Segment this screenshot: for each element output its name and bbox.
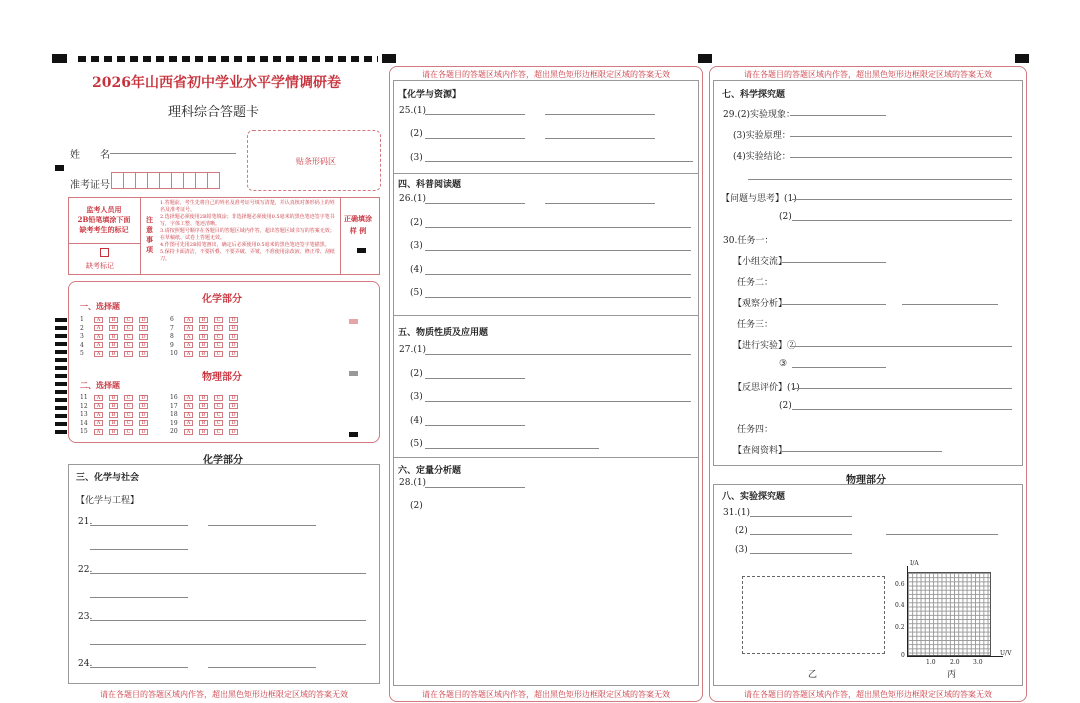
option-bubble-a[interactable]: A bbox=[184, 334, 193, 340]
q31-1: 31.(1) bbox=[723, 508, 751, 518]
option-bubble-b[interactable]: B bbox=[109, 325, 118, 331]
question-number: 4 bbox=[80, 341, 84, 349]
q27-2: (2) bbox=[410, 369, 423, 379]
notes-title: 注 意 事 项 bbox=[146, 215, 153, 254]
q28-1-line[interactable] bbox=[425, 487, 525, 488]
q24-line[interactable] bbox=[208, 667, 316, 668]
option-bubble-d[interactable]: D bbox=[139, 325, 148, 331]
y-tick: 0.6 bbox=[895, 581, 905, 588]
col3-s8: 八、实验探究题 bbox=[722, 492, 786, 502]
col2-s3: 五、物质性质及应用题 bbox=[398, 328, 489, 338]
option-bubble-a[interactable]: A bbox=[184, 317, 193, 323]
q29-4: (4)实验结论： bbox=[733, 152, 791, 162]
timing-mark bbox=[52, 54, 67, 63]
option-bubble-b[interactable]: B bbox=[109, 334, 118, 340]
question-number: 14 bbox=[80, 419, 88, 427]
option-bubble-d[interactable]: D bbox=[139, 429, 148, 435]
chem-choice-section: 一、选择题 bbox=[80, 301, 120, 311]
option-bubble-a[interactable]: A bbox=[94, 317, 103, 323]
q27-4: (4) bbox=[410, 416, 423, 426]
name-label: 姓 名 bbox=[70, 150, 110, 161]
option-bubble-a[interactable]: A bbox=[184, 420, 193, 426]
choice-row[interactable] bbox=[170, 394, 244, 401]
id-label: 准考证号 bbox=[70, 180, 110, 191]
absent-checkbox[interactable] bbox=[100, 248, 109, 257]
option-bubble-c[interactable]: C bbox=[124, 429, 133, 435]
x-tick: 2.0 bbox=[950, 659, 960, 666]
think: 【问题与思考】(1) bbox=[721, 194, 797, 204]
q22: 22. bbox=[78, 565, 93, 575]
option-bubble-b[interactable]: B bbox=[199, 317, 208, 323]
q28-2: (2) bbox=[410, 501, 423, 511]
question-number: 17 bbox=[170, 402, 178, 410]
timing-mark bbox=[382, 54, 396, 63]
col3-top-notice: 请在各题目的答题区域内作答，超出黑色矩形边框限定区域的答案无效 bbox=[744, 70, 992, 79]
q29-3-line[interactable] bbox=[790, 136, 1012, 137]
fig-c-label: 丙 bbox=[947, 670, 957, 680]
col2-answer-box bbox=[393, 80, 699, 686]
option-bubble-b[interactable]: B bbox=[199, 351, 208, 357]
q27-3-line[interactable] bbox=[425, 401, 691, 402]
choice-row[interactable] bbox=[170, 316, 244, 323]
q29-4-line[interactable] bbox=[748, 179, 1012, 180]
option-bubble-a[interactable]: A bbox=[94, 334, 103, 340]
option-bubble-c[interactable]: C bbox=[124, 420, 133, 426]
choice-row[interactable] bbox=[170, 428, 244, 435]
timing-mark-gray bbox=[349, 371, 358, 376]
t1-line[interactable] bbox=[782, 262, 886, 263]
q26-4: (4) bbox=[410, 265, 423, 275]
option-bubble-d[interactable]: D bbox=[229, 317, 238, 323]
option-bubble-d[interactable]: D bbox=[229, 342, 238, 348]
t3c-line[interactable] bbox=[792, 388, 1012, 389]
question-number: 7 bbox=[170, 324, 174, 332]
timing-dash-row bbox=[78, 56, 378, 62]
option-bubble-b[interactable]: B bbox=[199, 342, 208, 348]
task4: 任务四： bbox=[737, 425, 774, 435]
option-bubble-b[interactable]: B bbox=[109, 395, 118, 401]
choice-row[interactable] bbox=[80, 350, 154, 357]
option-bubble-b[interactable]: B bbox=[109, 351, 118, 357]
t4-line[interactable] bbox=[782, 451, 942, 452]
t3a: 【进行实验】② bbox=[733, 341, 797, 351]
timing-mark bbox=[698, 54, 712, 63]
q22-line[interactable] bbox=[90, 597, 188, 598]
option-bubble-b[interactable]: B bbox=[199, 412, 208, 418]
option-bubble-c[interactable]: C bbox=[214, 395, 223, 401]
q27-1-line[interactable] bbox=[425, 354, 691, 355]
q27-3: (3) bbox=[410, 392, 423, 402]
option-bubble-d[interactable]: D bbox=[229, 420, 238, 426]
question-number: 5 bbox=[80, 350, 84, 358]
choice-row[interactable] bbox=[80, 325, 154, 332]
q31-2: (2) bbox=[735, 526, 748, 536]
option-bubble-c[interactable]: C bbox=[214, 429, 223, 435]
y-tick: 0.4 bbox=[895, 602, 905, 609]
option-bubble-b[interactable]: B bbox=[109, 317, 118, 323]
question-number: 8 bbox=[170, 333, 174, 341]
q27-5: (5) bbox=[410, 439, 423, 449]
option-bubble-c[interactable]: C bbox=[214, 403, 223, 409]
q21: 21. bbox=[78, 517, 93, 527]
card-subtitle: 理科综合答题卡 bbox=[168, 105, 260, 120]
option-bubble-b[interactable]: B bbox=[109, 429, 118, 435]
col2-s2: 四、科普阅读题 bbox=[398, 180, 462, 190]
choice-row[interactable] bbox=[170, 403, 244, 410]
option-bubble-d[interactable]: D bbox=[139, 395, 148, 401]
y-axis-line bbox=[907, 566, 908, 656]
question-number: 11 bbox=[80, 394, 88, 401]
y-tick: 0.2 bbox=[895, 624, 905, 631]
q26-2: (2) bbox=[410, 218, 423, 228]
q24: 24. bbox=[78, 659, 93, 669]
col1-part-title: 化学部分 bbox=[203, 455, 243, 466]
side-timing-ticks bbox=[55, 318, 67, 438]
q25-3-line[interactable] bbox=[425, 161, 693, 162]
option-bubble-b[interactable]: B bbox=[109, 342, 118, 348]
q30: 30.任务一： bbox=[723, 236, 774, 246]
option-bubble-c[interactable]: C bbox=[124, 317, 133, 323]
col2-divider bbox=[393, 315, 699, 316]
option-bubble-c[interactable]: C bbox=[214, 325, 223, 331]
col1-sub: 【化学与工程】 bbox=[76, 496, 140, 506]
q31-2-line[interactable] bbox=[750, 534, 852, 535]
option-bubble-d[interactable]: D bbox=[229, 325, 238, 331]
t3d: (2) bbox=[779, 401, 792, 411]
question-number: 13 bbox=[80, 411, 88, 419]
option-bubble-d[interactable]: D bbox=[139, 317, 148, 323]
q25-1: 25.(1) bbox=[399, 106, 427, 116]
y-axis-label: I/A bbox=[910, 560, 919, 567]
q26-1-line[interactable] bbox=[545, 203, 655, 204]
option-bubble-d[interactable]: D bbox=[139, 342, 148, 348]
question-number: 15 bbox=[80, 428, 88, 436]
q21-line[interactable] bbox=[90, 549, 188, 550]
option-bubble-b[interactable]: B bbox=[199, 325, 208, 331]
barcode-label: 贴条形码区 bbox=[296, 157, 336, 166]
phys-choice-section: 二、选择题 bbox=[80, 380, 120, 390]
choice-row[interactable] bbox=[170, 325, 244, 332]
t4: 【查阅资料】 bbox=[733, 446, 788, 456]
choice-row[interactable] bbox=[80, 420, 154, 427]
id-boxes[interactable] bbox=[111, 172, 219, 193]
option-bubble-d[interactable]: D bbox=[229, 403, 238, 409]
col1-bottom-notice: 请在各题目的答题区域内作答，超出黑色矩形边框限定区域的答案无效 bbox=[100, 690, 348, 699]
col1-section: 三、化学与社会 bbox=[76, 473, 140, 483]
q21-line[interactable] bbox=[208, 525, 316, 526]
option-bubble-c[interactable]: C bbox=[124, 342, 133, 348]
task2: 任务二： bbox=[737, 278, 774, 288]
question-number: 6 bbox=[170, 316, 174, 323]
think-line[interactable] bbox=[792, 199, 1012, 200]
t3d-line[interactable] bbox=[792, 409, 1012, 410]
q24-line[interactable] bbox=[90, 667, 188, 668]
q27-1: 27.(1) bbox=[399, 345, 427, 355]
x-axis-line bbox=[907, 656, 1003, 657]
choice-row[interactable] bbox=[80, 394, 154, 401]
question-number: 10 bbox=[170, 350, 178, 358]
choice-row[interactable] bbox=[170, 420, 244, 427]
option-bubble-c[interactable]: C bbox=[214, 351, 223, 357]
option-bubble-a[interactable]: A bbox=[184, 412, 193, 418]
option-bubble-a[interactable]: A bbox=[184, 342, 193, 348]
col2-divider bbox=[393, 173, 699, 174]
col2-bottom-notice: 请在各题目的答题区域内作答，超出黑色矩形边框限定区域的答案无效 bbox=[422, 690, 670, 699]
choice-row[interactable] bbox=[170, 333, 244, 340]
choice-row[interactable] bbox=[80, 403, 154, 410]
option-bubble-a[interactable]: A bbox=[184, 351, 193, 357]
origin: 0 bbox=[901, 652, 905, 659]
q26-1: 26.(1) bbox=[399, 194, 427, 204]
q31-3: (3) bbox=[735, 545, 748, 555]
option-bubble-a[interactable]: A bbox=[94, 420, 103, 426]
q27-5-line[interactable] bbox=[425, 448, 599, 449]
q31-1-line[interactable] bbox=[750, 516, 852, 517]
x-tick: 3.0 bbox=[973, 659, 983, 666]
option-bubble-c[interactable]: C bbox=[214, 412, 223, 418]
timing-mark-gray bbox=[349, 319, 358, 324]
option-bubble-a[interactable]: A bbox=[94, 403, 103, 409]
absent-label: 缺考标记 bbox=[86, 262, 114, 270]
option-bubble-d[interactable]: D bbox=[229, 412, 238, 418]
q26-3-line[interactable] bbox=[425, 250, 691, 251]
choice-row[interactable] bbox=[80, 316, 154, 323]
option-bubble-c[interactable]: C bbox=[124, 395, 133, 401]
option-bubble-d[interactable]: D bbox=[139, 420, 148, 426]
q26-5: (5) bbox=[410, 288, 423, 298]
q23-line[interactable] bbox=[90, 644, 366, 645]
option-bubble-c[interactable]: C bbox=[214, 342, 223, 348]
option-bubble-d[interactable]: D bbox=[139, 403, 148, 409]
option-bubble-d[interactable]: D bbox=[139, 351, 148, 357]
q31-2-line[interactable] bbox=[886, 534, 998, 535]
option-bubble-b[interactable]: B bbox=[199, 395, 208, 401]
option-bubble-b[interactable]: B bbox=[199, 420, 208, 426]
option-bubble-d[interactable]: D bbox=[139, 334, 148, 340]
question-number: 19 bbox=[170, 419, 178, 427]
option-bubble-b[interactable]: B bbox=[199, 403, 208, 409]
x-tick: 1.0 bbox=[926, 659, 936, 666]
q26-2-line[interactable] bbox=[425, 227, 691, 228]
t2: 【观察分析】 bbox=[733, 299, 788, 309]
q29-2: 29.(2)实验现象： bbox=[723, 110, 796, 120]
t1: 【小组交流】 bbox=[733, 257, 788, 267]
col3-phys-title: 物理部分 bbox=[846, 475, 886, 486]
exam-title: 2026年山西省初中学业水平学情调研卷 bbox=[92, 75, 341, 91]
q25-1-line[interactable] bbox=[425, 114, 525, 115]
option-bubble-b[interactable]: B bbox=[109, 403, 118, 409]
t3b-line[interactable] bbox=[792, 367, 886, 368]
option-bubble-d[interactable]: D bbox=[139, 412, 148, 418]
q28-1: 28.(1) bbox=[399, 478, 427, 488]
option-bubble-d[interactable]: D bbox=[229, 351, 238, 357]
q22-line[interactable] bbox=[90, 573, 366, 574]
option-bubble-a[interactable]: A bbox=[94, 325, 103, 331]
circuit-drawing-area[interactable] bbox=[742, 576, 885, 654]
option-bubble-d[interactable]: D bbox=[229, 395, 238, 401]
notes-text: 1.答题前，考生先将自己的姓名及准考证号填写清楚，并认真核对条形码上的姓名及准考证号。 2.选择题必须使用2B铅笔填涂；非选择题必须使用0.5毫米的黑色笔迹签字笔书写，字体工整、笔迹清晰。 3.请按照题号顺序在各题目的答题区域内作答，超出答题区域书写的答案无效；在草稿纸、试卷上答题无效。 4.作图可先用2B铅笔画出，确定后必须使用0.5毫米的黑色笔迹签字笔描黑。 5.保持卡面清洁，不要折叠、不要弄破、弄皱，不准使用涂改液、修正带、刮纸刀。 bbox=[160, 200, 335, 262]
option-bubble-b[interactable]: B bbox=[199, 429, 208, 435]
option-bubble-c[interactable]: C bbox=[124, 403, 133, 409]
t2-line[interactable] bbox=[902, 304, 998, 305]
option-bubble-c[interactable]: C bbox=[214, 420, 223, 426]
q27-4-line[interactable] bbox=[425, 425, 525, 426]
option-bubble-d[interactable]: D bbox=[229, 429, 238, 435]
option-bubble-d[interactable]: D bbox=[229, 334, 238, 340]
q29-4-line[interactable] bbox=[790, 157, 1012, 158]
choice-row[interactable] bbox=[80, 333, 154, 340]
question-number: 3 bbox=[80, 333, 84, 341]
q26-1-line[interactable] bbox=[425, 203, 525, 204]
t3b: ③ bbox=[779, 359, 788, 369]
q23: 23. bbox=[78, 612, 93, 622]
option-bubble-a[interactable]: A bbox=[184, 403, 193, 409]
col2-s1: 【化学与资源】 bbox=[398, 90, 462, 100]
proctor-note: 监考人员用 2B铅笔填涂下面 缺考考生的标记 bbox=[77, 205, 131, 234]
x-axis-label: U/V bbox=[1000, 650, 1012, 657]
q26-3: (3) bbox=[410, 241, 423, 251]
question-number: 9 bbox=[170, 341, 174, 349]
sample-fill-mark bbox=[357, 248, 366, 253]
question-number: 1 bbox=[80, 316, 84, 323]
choice-row[interactable] bbox=[80, 411, 154, 418]
q27-2-line[interactable] bbox=[425, 378, 525, 379]
option-bubble-c[interactable]: C bbox=[124, 334, 133, 340]
instructions-divider bbox=[68, 243, 140, 244]
t3c: 【反思评价】(1) bbox=[733, 383, 800, 393]
choice-row[interactable] bbox=[170, 411, 244, 418]
option-bubble-c[interactable]: C bbox=[124, 351, 133, 357]
iu-graph-grid[interactable] bbox=[907, 572, 991, 656]
option-bubble-a[interactable]: A bbox=[94, 342, 103, 348]
q25-1-line[interactable] bbox=[545, 114, 655, 115]
sample-label: 正确填涂 样 例 bbox=[344, 214, 372, 235]
option-bubble-a[interactable]: A bbox=[94, 395, 103, 401]
timing-mark bbox=[55, 165, 64, 171]
q21-line[interactable] bbox=[90, 525, 188, 526]
option-bubble-b[interactable]: B bbox=[199, 334, 208, 340]
option-bubble-a[interactable]: A bbox=[94, 351, 103, 357]
choice-row[interactable] bbox=[170, 342, 244, 349]
question-number: 2 bbox=[80, 324, 84, 332]
option-bubble-c[interactable]: C bbox=[124, 325, 133, 331]
chem-choice-title: 化学部分 bbox=[202, 294, 242, 305]
t2-line[interactable] bbox=[782, 304, 886, 305]
task3: 任务三： bbox=[737, 320, 774, 330]
q25-3: (3) bbox=[410, 153, 423, 163]
option-bubble-c[interactable]: C bbox=[214, 334, 223, 340]
col3-bottom-notice: 请在各题目的答题区域内作答，超出黑色矩形边框限定区域的答案无效 bbox=[744, 690, 992, 699]
option-bubble-c[interactable]: C bbox=[124, 412, 133, 418]
q29-2-line[interactable] bbox=[790, 115, 886, 116]
choice-row[interactable] bbox=[80, 342, 154, 349]
think2-line[interactable] bbox=[792, 220, 1012, 221]
q26-4-line[interactable] bbox=[425, 274, 691, 275]
question-number: 12 bbox=[80, 402, 88, 410]
option-bubble-b[interactable]: B bbox=[109, 412, 118, 418]
question-number: 18 bbox=[170, 411, 178, 419]
q25-2: (2) bbox=[410, 129, 423, 139]
col2-top-notice: 请在各题目的答题区域内作答，超出黑色矩形边框限定区域的答案无效 bbox=[422, 70, 670, 79]
option-bubble-a[interactable]: A bbox=[184, 395, 193, 401]
col3-s1: 七、科学探究题 bbox=[722, 90, 786, 100]
col2-divider bbox=[393, 457, 699, 458]
option-bubble-a[interactable]: A bbox=[94, 412, 103, 418]
choice-row[interactable] bbox=[170, 350, 244, 357]
name-field[interactable] bbox=[110, 153, 236, 154]
timing-mark bbox=[1015, 54, 1029, 63]
option-bubble-a[interactable]: A bbox=[184, 429, 193, 435]
q31-3-line[interactable] bbox=[750, 553, 852, 554]
q26-5-line[interactable] bbox=[425, 297, 691, 298]
option-bubble-b[interactable]: B bbox=[109, 420, 118, 426]
q29-3: (3)实验原理： bbox=[733, 131, 791, 141]
question-number: 16 bbox=[170, 394, 178, 401]
phys-choice-title: 物理部分 bbox=[202, 372, 242, 383]
q23-line[interactable] bbox=[90, 620, 366, 621]
question-number: 20 bbox=[170, 428, 178, 436]
option-bubble-a[interactable]: A bbox=[94, 429, 103, 435]
instructions-divider bbox=[140, 197, 141, 275]
t3a-line[interactable] bbox=[792, 346, 1012, 347]
q25-2-line[interactable] bbox=[425, 138, 525, 139]
col2-s4: 六、定量分析题 bbox=[398, 466, 462, 476]
fig-b-label: 乙 bbox=[808, 670, 818, 680]
q25-2-line[interactable] bbox=[545, 138, 655, 139]
think-2: (2) bbox=[779, 212, 792, 222]
choice-row[interactable] bbox=[80, 428, 154, 435]
option-bubble-a[interactable]: A bbox=[184, 325, 193, 331]
option-bubble-c[interactable]: C bbox=[214, 317, 223, 323]
instructions-divider bbox=[340, 197, 341, 275]
timing-mark bbox=[349, 432, 358, 437]
